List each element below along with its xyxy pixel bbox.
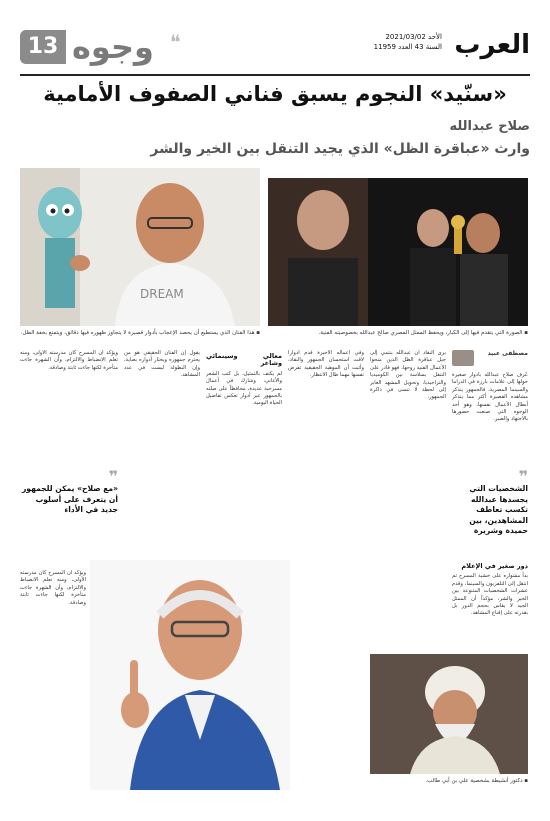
text-column-1 (452, 372, 528, 467)
text-column-5 (124, 350, 200, 555)
page-number: 13 (20, 30, 66, 64)
photo-actor-in-costume-illustration (370, 654, 528, 774)
text-column-7 (20, 570, 86, 790)
quote-icon: ❞ (518, 467, 528, 486)
text-column-2 (370, 350, 446, 650)
issue-number: السنة 43 العدد 11959 (373, 43, 442, 51)
article-subhead: وارث «عباقرة الظل» الذي يجيد التنقل بين الخير والشر (150, 141, 530, 157)
header-divider (20, 74, 530, 76)
subheading-2: معالي وسينمائي وشاعر (206, 352, 282, 368)
issue-info (374, 32, 442, 52)
svg-text:DREAM: DREAM (140, 287, 184, 301)
photo-award-stage (268, 178, 528, 326)
quote-mark-icon: ❝ (170, 30, 181, 54)
pull-quote-1-text: الشخصيات التي يجسدها عبدالله تكسب تعاطف المشاهدين، بين حميدة وشريرة (469, 484, 528, 535)
text-column-3 (288, 350, 364, 790)
column-4-body: لم يكتف بالتمثيل، بل كتب الشعر والأغاني، وشارك في أعمال مسرحية عديدة، محافظاً على صلته بالجمهور عبر أدوار تعكس تفاصيل الحياة اليومية. (206, 370, 282, 407)
column-3-body: وفي أعماله الأخيرة قدم أدواراً لاقت استحسان الجمهور والنقاد، وأثبت أن الموهبة الحقيقية تفرض نفسها مهما طال الانتظار. (288, 350, 364, 379)
column-2-body: يرى النقاد أن عبدالله ينتمي إلى جيل عباقرة الظل الذين منحوا الأعمال الفنية روحها، فهو قادر على التنقل بسلاسة بين الكوميديا والتراجيديا، وتحويل المشهد العابر إلى لحظة لا تنسى في ذاكرة الجمهور. (370, 350, 446, 401)
photo-award-stage-illustration (268, 178, 528, 326)
newspaper-logo: العرب (454, 30, 530, 60)
masthead (20, 28, 530, 72)
photo-actor-pointing-illustration (90, 560, 290, 790)
photo-actor-with-puppet-illustration (20, 168, 260, 326)
column-5-body: يقول إن الفنان الحقيقي هو من يحترم جمهوره ويختار أدواره بعناية، وإن البطولة ليست في عدد المشاهد. (124, 350, 200, 379)
caption-right-photo: ▪ الصورة التي يتقدم فيها إلى الكبار، ويحفظ الممثل المصري صالح عبدالله بخصوصيته الفنية. (318, 330, 528, 336)
author-name: مصطفى عبيد (487, 350, 528, 357)
column-1b-body: بدأ مشواره على خشبة المسرح ثم انتقل إلى التلفزيون والسينما، وقدم عشرات الشخصيات المتنوعة بين الخير والشر، مؤكداً أن الممثل الجيد لا يقاس بحجم الدور بل بقدرته على إقناع المشاهد. (452, 573, 528, 617)
photo-actor-with-puppet (20, 168, 260, 326)
caption-left-photo: ▪ هذا الفنان الذي يستطيع أن يحصد الإعجاب بأدوار قصيرة لا يتجاوز ظهوره فيها دقائق، ويتمتع بخفة الظل. (20, 330, 260, 336)
photo-actor-in-costume (370, 654, 528, 774)
column-7-body: ويؤكد أن المسرح كان مدرسته الأولى، ومنه تعلم الانضباط والالتزام، وأن الشهرة جاءت متأخرة لكنها جاءت ثابتة وصادقة. (20, 570, 86, 606)
author-avatar (452, 350, 474, 366)
pull-quote-1 (452, 467, 528, 537)
text-column-4 (206, 350, 282, 555)
photo-actor-pointing (90, 560, 290, 790)
column-6-body: ويؤكد أن المسرح كان مدرسته الأولى، ومنه تعلم الانضباط والالتزام، وأن الشهرة جاءت متأخرة لكنها جاءت ثابتة وصادقة. (20, 350, 118, 371)
subheading-1: دور صغير في الإعلام (461, 562, 528, 570)
author-box (452, 350, 528, 368)
issue-date: الأحد 2021/03/02 (385, 33, 442, 41)
quote-icon: ❞ (108, 467, 118, 486)
section-title: وجوه (72, 28, 154, 66)
pull-quote-2 (20, 467, 118, 516)
column-1-body: عُرف صلاح عبدالله بأدوار صغيرة حولها إلى علامات بارزة في الدراما والسينما المصرية، فالجمهور يتذكر مشاهده القصيرة أكثر مما يتذكر أبطال الأعمال نفسها، وهو أحد الوجوه التي صنعت حضورها بالاجتهاد والصبر. (452, 372, 528, 423)
text-column-6 (20, 350, 118, 465)
article-byline: صلاح عبدالله (449, 119, 530, 134)
pull-quote-2-text: «مع صلاح» يمكن للجمهور أن يتعرف على أسلوب جديد في الأداء (21, 484, 118, 514)
text-column-1b (452, 560, 528, 650)
caption-bottom-right-photo: ▪ دكتور أنشيطة بشخصية علي بن أبي طالب. (425, 778, 528, 784)
article-headline: «سنّيد» النجوم يسبق فناني الصفوف الأمامية (43, 82, 507, 106)
